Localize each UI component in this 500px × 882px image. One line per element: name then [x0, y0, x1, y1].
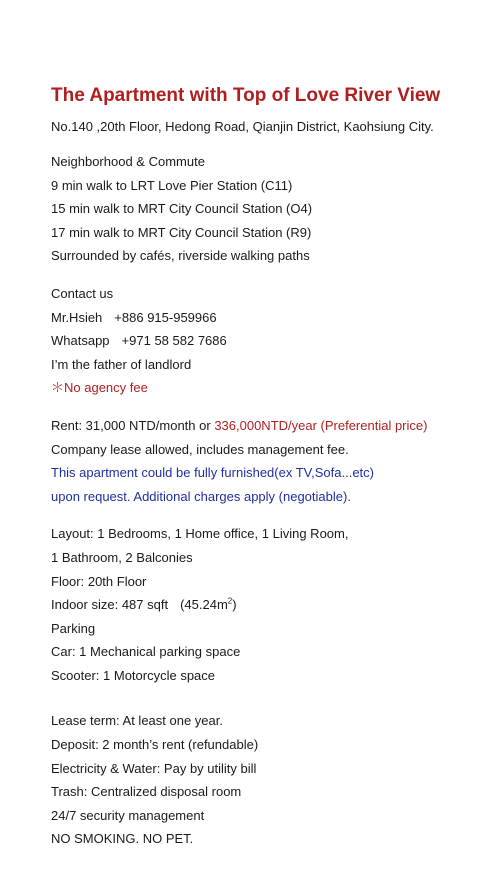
layout-line: Layout: 1 Bedrooms, 1 Home office, 1 Living Room,	[51, 526, 349, 542]
commute-line: 17 min walk to MRT City Council Station (R9)	[51, 224, 312, 240]
rent-monthly: Rent: 31,000 NTD/month or	[51, 417, 215, 433]
scooter-parking: Scooter: 1 Motorcycle space	[51, 667, 216, 683]
furnished-note: upon request. Additional charges apply (negotiable).	[51, 488, 351, 504]
listing-title: The Apartment with Top of Love River View	[51, 85, 441, 106]
listing-document	[51, 83, 491, 851]
layout-line: 1 Bathroom, 2 Balconies	[51, 549, 193, 565]
indoor-size-close: )	[232, 597, 237, 613]
neighborhood-section	[51, 150, 491, 268]
contact-whatsapp	[51, 329, 491, 353]
furnished-note: This apartment could be fully furnished(ex TV,Sofa...etc)	[51, 465, 375, 481]
contact-relation: I’m the father of landlord	[51, 356, 192, 372]
floor-line: Floor: 20th Floor	[51, 573, 147, 589]
rent-yearly: 336,000NTD/year (Preferential price)	[214, 417, 428, 433]
rent-section	[51, 414, 491, 508]
address: No.140 ,20th Floor, Hedong Road, Qianjin District, Kaohsiung City.	[51, 119, 434, 134]
company-lease: Company lease allowed, includes management fee.	[51, 441, 349, 457]
indoor-size-metric: (45.24m	[180, 597, 228, 613]
neighborhood-heading: Neighborhood & Commute	[51, 154, 205, 169]
terms-line: Lease term: At least one year.	[51, 713, 223, 729]
commute-line: 9 min walk to LRT Love Pier Station (C11)	[51, 177, 293, 193]
indoor-size	[51, 593, 491, 617]
contact-person	[51, 306, 491, 330]
terms-line: Trash: Centralized disposal room	[51, 784, 242, 800]
terms-section	[51, 709, 491, 851]
contact-heading: Contact us	[51, 285, 114, 301]
contact-section	[51, 282, 491, 400]
contact-phone: +886 915-959966	[114, 309, 217, 325]
rent-line	[51, 414, 491, 438]
terms-line: 24/7 security management	[51, 807, 205, 823]
whatsapp-label: Whatsapp	[51, 333, 110, 349]
parking-heading: Parking	[51, 620, 96, 636]
terms-line: Electricity & Water: Pay by utility bill	[51, 760, 257, 776]
terms-line: Deposit: 2 month’s rent (refundable)	[51, 737, 259, 753]
contact-person-name: Mr.Hsieh	[51, 309, 103, 325]
layout-section	[51, 522, 491, 687]
car-parking: Car: 1 Mechanical parking space	[51, 644, 241, 660]
terms-line: NO SMOKING. NO PET.	[51, 831, 194, 847]
whatsapp-number: +971 58 582 7686	[121, 333, 227, 349]
indoor-size-superscript: 2	[227, 596, 233, 606]
commute-line: Surrounded by cafés, riverside walking paths	[51, 248, 310, 264]
commute-line: 15 min walk to MRT City Council Station (O4)	[51, 201, 313, 217]
no-agency-fee: ＊No agency fee	[51, 380, 148, 396]
indoor-size-sqft: Indoor size: 487 sqft	[51, 597, 169, 613]
